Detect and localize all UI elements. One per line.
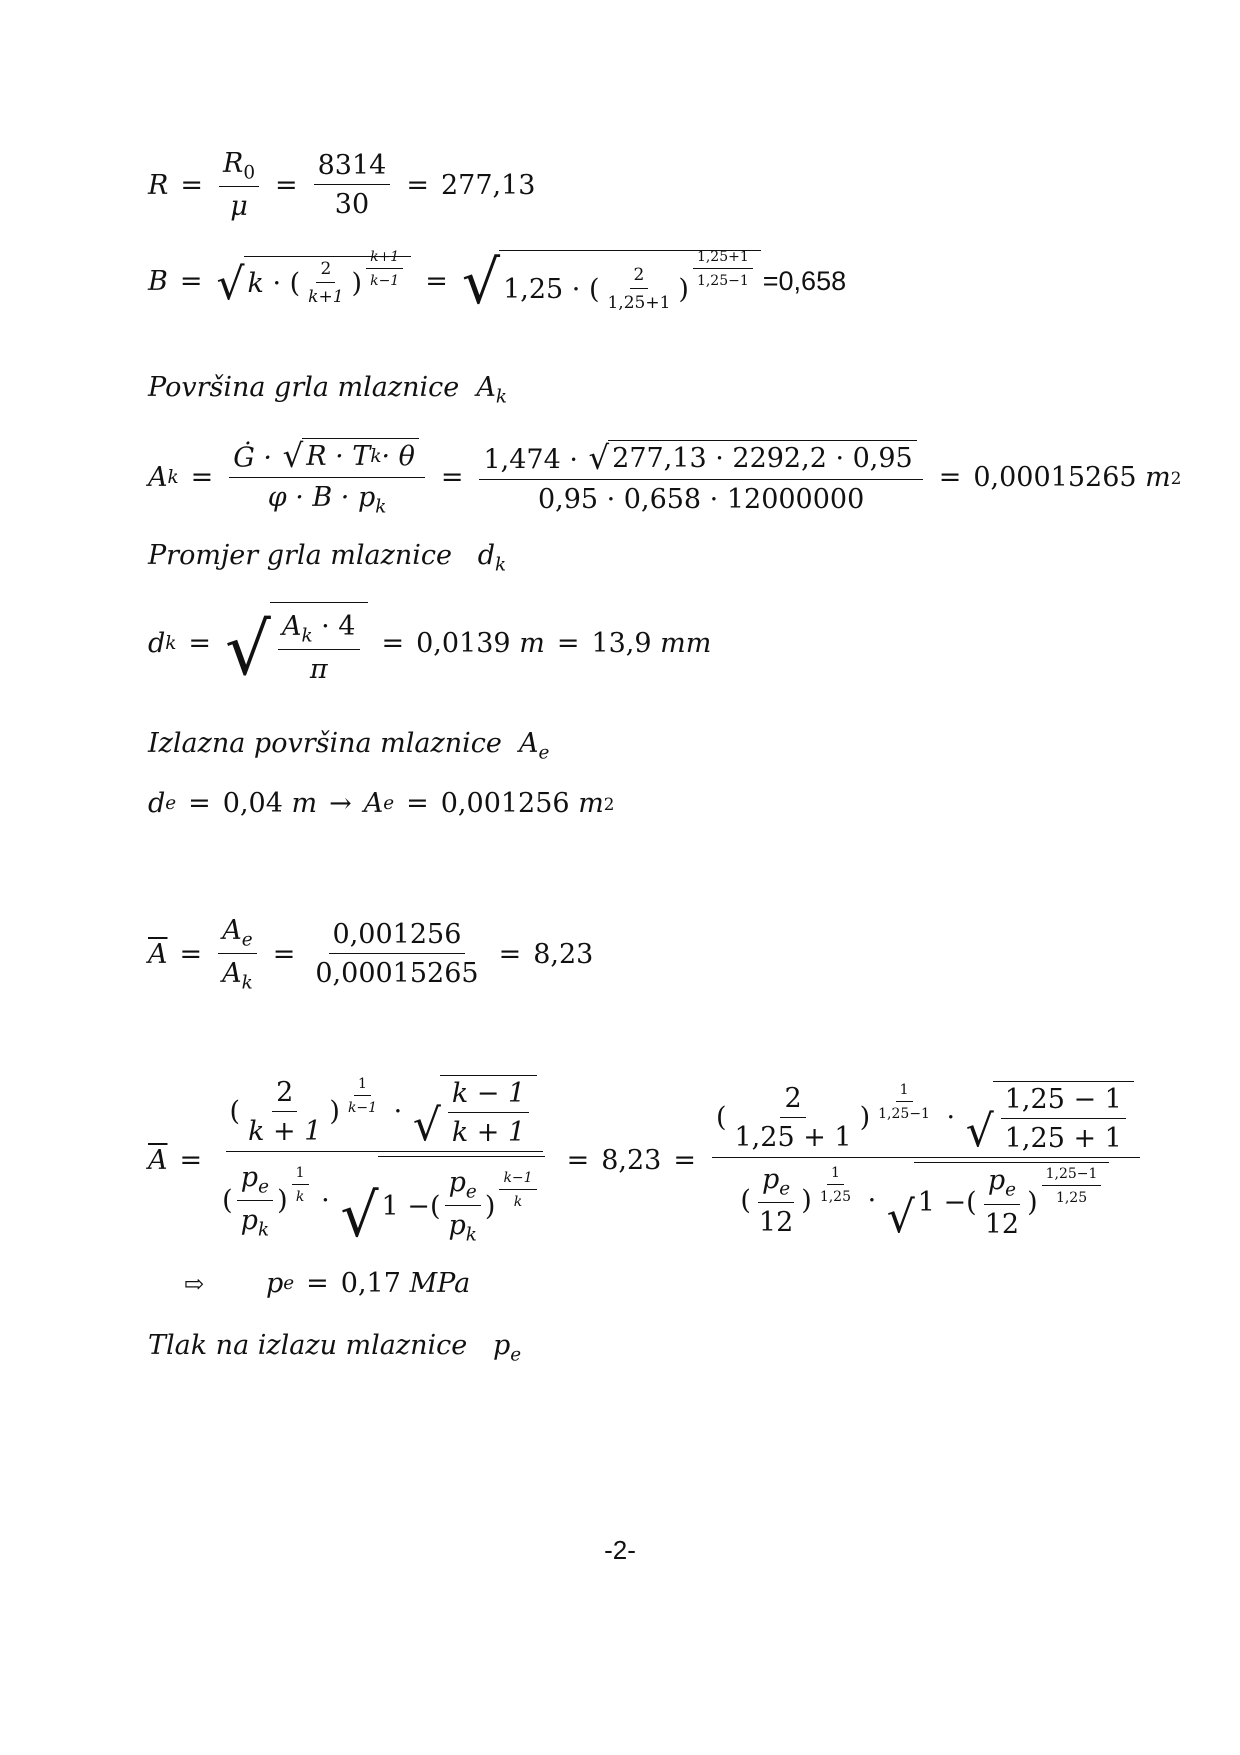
equation-b: B = √ k · ( $\frac{2}{k+1}$ ) $\frac{k+1}{k-1}$ = √ 1,25 · ( $\frac{2}{1,25+1}$ ) $\frac{1,25+1}{1,25-1}$ =0,658 [148,248,847,318]
equation-ak: A k = Ġ · √ R · T k · θ $\varphi \cdot B \cdot p_k$ = 1,474 · √ 277,13 · 2292,2 · 0,95 0,95 · 0,658 · 12000000 = 0,00015265 m 2 [148,436,1182,518]
label-exit-pressure: Tlak na izlazu mlaznice $p_e$ [148,1330,522,1366]
equation-area-ratio-pressure: $\overline{A}$ = ( $\frac{2}{k + 1}$ ) $\frac{1}{k-1}$ · √ $\frac{k - 1}{k + 1}$ ( $\frac{p_e}{p_k}$ ) $\frac{1}{k}$ · √ 1 − ( $\frac{p_e}{p_k}$ ) $\frac{k-1}{k}$ = 8,23 = ( $\frac{2}{1,25 + 1}$ ) $\frac{1}{1,25-1}$ · √ $\frac{1,25 - 1}{1,25 + 1}$ ( $\frac{p_e}{12}$ ) $\frac{1}{1,25}$ · √ 1 − ( $\frac{p_e}{12}$ ) $\frac{1,25-1}{1,25}$ [148,1075,1144,1246]
b-sqrt-symbolic: √ k · ( $\frac{2}{k+1}$ ) $\frac{k+1}{k-1}$ [216,256,411,307]
result-exit-pressure: p e = 0,17 MPa [266,1268,471,1299]
ak-fraction-numeric: 1,474 · √ 277,13 · 2292,2 · 0,95 0,95 · 0,658 · 12000000 [479,440,922,515]
dk-sqrt: √ $\frac{A_k \cdot 4}{\pi}$ [225,602,367,685]
b-sqrt-numeric: √ 1,25 · ( $\frac{2}{1,25+1}$ ) $\frac{1,25+1}{1,25-1}$ [462,250,761,313]
r-result: 277,13 [440,169,536,201]
page-number: -2- [604,1535,636,1565]
ak-fraction-symbolic: Ġ · √ R · T k · θ $\varphi \cdot B \cdot p_k$ [229,438,425,517]
r-fraction-symbolic: $\frac{R_0}{\mu}$ [219,148,259,222]
label-throat-area: Površina grla mlaznice $A_k$ [148,372,508,408]
label-throat-diameter: Promjer grla mlaznice $d_k$ [148,540,507,576]
r-fraction-numeric: $\frac{8314}{30}$ [314,150,391,220]
equation-dk: d k = √ $\frac{A_k \cdot 4}{\pi}$ = 0,0139 m = 13,9 mm [148,602,711,685]
equation-r: R = $\frac{R_0}{\mu}$ = $\frac{8314}{30}$ = 277,13 [148,148,536,223]
equation-area-ratio: $\overline{A}$ = $\frac{A_e}{A_k}$ = $\frac{0,001256}{0,00015265}$ = 8,23 [148,915,594,994]
big-fraction-numeric: ( $\frac{2}{1,25 + 1}$ ) $\frac{1}{1,25-1}$ · √ $\frac{1,25 - 1}{1,25 + 1}$ ( $\frac{p_e}{12}$ ) $\frac{1}{1,25}$ · √ 1 − ( $\frac{p_e}{12}$ ) $\frac{1,25-1}{1,25}$ [712,1081,1140,1239]
label-exit-area: Izlazna površina mlaznice $A_e$ [148,728,550,764]
big-fraction-symbolic: ( $\frac{2}{k + 1}$ ) $\frac{1}{k-1}$ · √ $\frac{k - 1}{k + 1}$ ( $\frac{p_e}{p_k}$ ) $\frac{1}{k}$ · √ 1 − ( $\frac{p_e}{p_k}$ ) $\frac{k-1}{k}$ [218,1075,550,1246]
equation-de: d e = 0,04 m → A e = 0,001256 m 2 [148,788,615,819]
result-arrow-icon: ⇨ [184,1270,205,1298]
b-result: =0,658 [762,266,847,296]
r-lhs: R [148,169,169,201]
